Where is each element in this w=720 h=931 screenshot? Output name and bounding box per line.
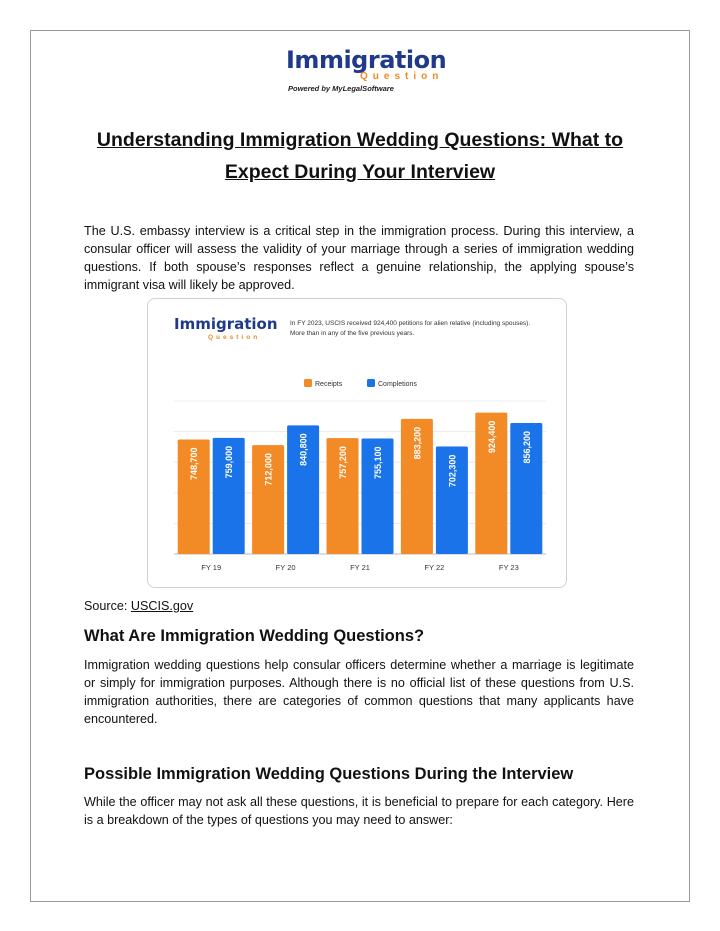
data-label: 757,200 — [338, 446, 348, 479]
chart-subtitle-line-1: In FY 2023, USCIS received 924,400 petitions for alien relative (including spouses). — [290, 320, 531, 327]
data-label: 883,200 — [412, 426, 423, 460]
data-label: 856,200 — [521, 431, 532, 464]
legend-swatch-receipts — [304, 379, 312, 387]
source-link[interactable]: USCIS.gov — [130, 599, 194, 613]
site-logo[interactable] — [286, 46, 447, 96]
source-line — [84, 599, 193, 613]
chart-subtitle-line-2: More than in any of the five previous years. — [290, 330, 415, 337]
data-label: 759,000 — [224, 445, 235, 479]
legend-swatch-completions — [367, 379, 375, 387]
section-heading-possible-questions: Possible Immigration Wedding Questions During the Interview — [84, 765, 574, 783]
section-heading-what-are: What Are Immigration Wedding Questions? — [84, 627, 425, 645]
chart-logo-wordmark: Immigration — [174, 315, 278, 333]
source-prefix: Source: — [84, 599, 131, 613]
legend-label-completions: Completions — [378, 381, 417, 388]
data-label: 840,800 — [298, 433, 309, 466]
data-label: 712,000 — [263, 453, 274, 486]
data-label: 748,700 — [189, 447, 200, 480]
x-tick-label: FY 22 — [424, 563, 445, 572]
section-paragraph-possible-questions: While the officer may not ask all these questions, it is beneficial to prepare for each category. Here is a breakdown of the types of questions you may need to answer: — [84, 795, 634, 827]
x-tick-label: FY 20 — [275, 563, 296, 572]
legend-label-receipts: Receipts — [315, 381, 343, 388]
data-label: 924,400 — [486, 420, 497, 454]
x-tick-label: FY 21 — [350, 563, 370, 572]
logo-subtitle: Question — [360, 71, 444, 82]
chart-card — [147, 298, 567, 588]
page-title: Understanding Immigration Wedding Questions: What to Expect During Your Interview — [96, 129, 624, 183]
data-label: 702,300 — [447, 454, 458, 488]
chart-logo-subtitle: Question — [208, 334, 261, 341]
intro-paragraph: The U.S. embassy interview is a critical step in the immigration process. During this interview, a consular officer will assess the validity of your marriage through a series of immigration wedding questions. If both spouse’s responses reflect a genuine relationship, the applying spouse’s immigrant visa will likely be approved. — [84, 224, 634, 292]
logo-wordmark: Immigration — [286, 46, 447, 74]
logo-powered-by: Powered by MyLegalSoftware — [288, 84, 394, 93]
data-label: 755,100 — [373, 446, 383, 480]
x-tick-label: FY 23 — [498, 563, 519, 572]
section-paragraph-what-are: Immigration wedding questions help consular officers determine whether a marriage is legitimate or simply for immigration purposes. Although there is no official list of these questions from U.S. immigration authorities, there are categories of common questions that many applicants have encountered. — [84, 658, 634, 726]
bar-chart — [148, 299, 565, 586]
x-tick-label: FY 19 — [201, 563, 222, 572]
